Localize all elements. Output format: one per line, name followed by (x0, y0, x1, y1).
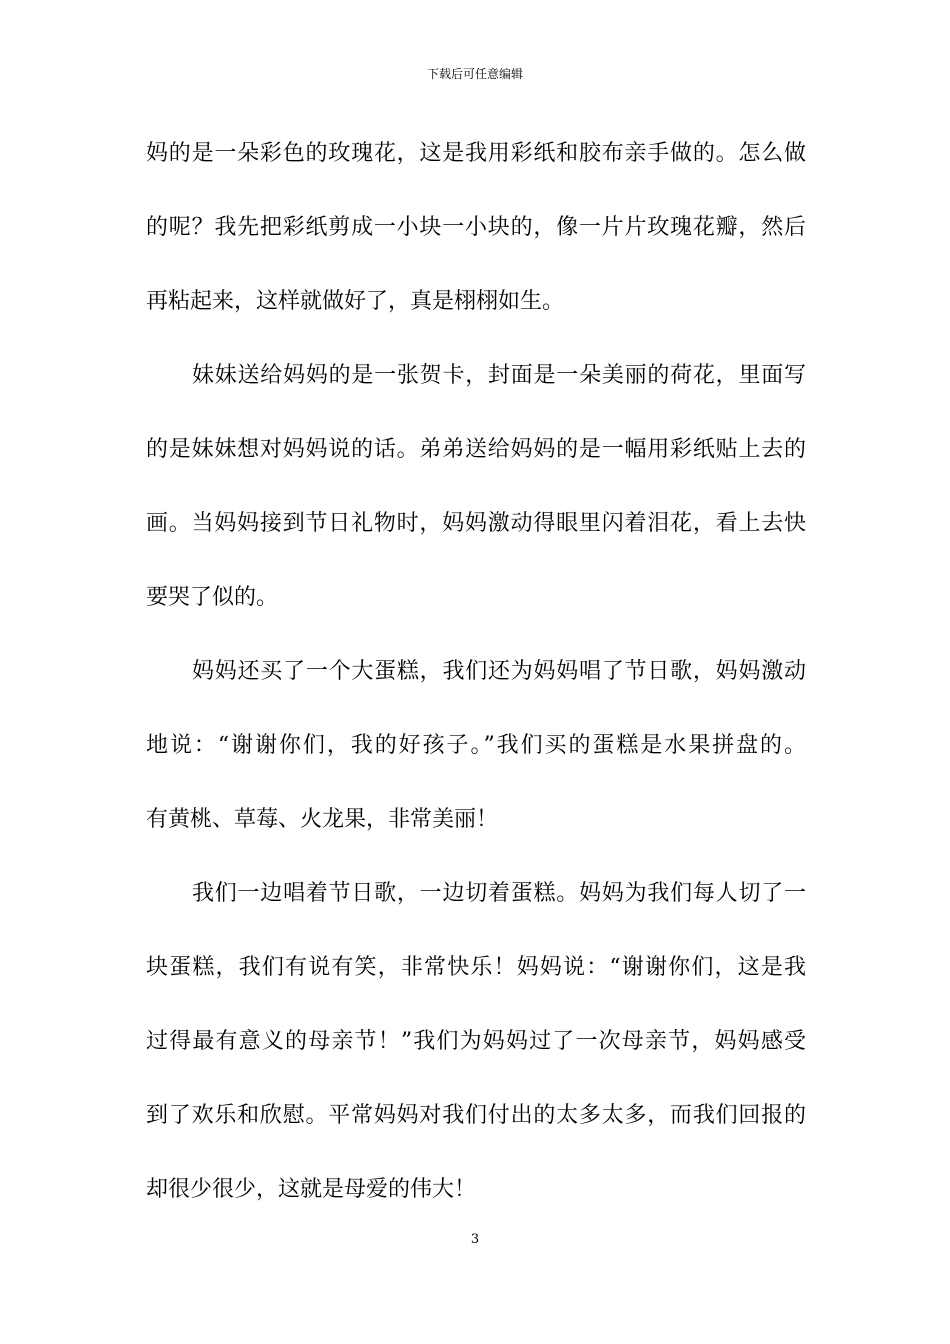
paragraph-2-line-2: 的是妹妹想对妈妈说的话。弟弟送给妈妈的是一幅用彩纸贴上去的 (146, 437, 806, 462)
page-number: 3 (470, 1232, 480, 1247)
paragraph-2-line-4: 要哭了似的。 (146, 585, 279, 610)
paragraph-4-line-2: 块蛋糕，我们有说有笑，非常快乐！妈妈说：“谢谢你们，这是我 (146, 955, 806, 980)
paragraph-2-line-3: 画。当妈妈接到节日礼物时，妈妈激动得眼里闪着泪花，看上去快 (146, 511, 806, 536)
paragraph-3-line-1: 妈妈还买了一个大蛋糕，我们还为妈妈唱了节日歌，妈妈激动 (192, 659, 806, 684)
page-header: 下载后可任意编辑 (426, 67, 523, 81)
paragraph-4-line-3: 过得最有意义的母亲节！”我们为妈妈过了一次母亲节，妈妈感受 (146, 1029, 806, 1054)
paragraph-1-line-2: 的呢？我先把彩纸剪成一小块一小块的，像一片片玫瑰花瓣，然后 (146, 215, 806, 240)
paragraph-3-line-3: 有黄桃、草莓、火龙果，非常美丽！ (146, 807, 499, 832)
paragraph-1-line-3: 再粘起来，这样就做好了，真是栩栩如生。 (146, 289, 565, 314)
paragraph-4-line-5: 却很少很少，这就是母爱的伟大！ (146, 1177, 477, 1202)
paragraph-3-line-2: 地说：“谢谢你们，我的好孩子。”我们买的蛋糕是水果拼盘的。 (146, 733, 806, 758)
paragraph-4-line-4: 到了欢乐和欣慰。平常妈妈对我们付出的太多太多，而我们回报的 (146, 1103, 806, 1128)
paragraph-4-line-1: 我们一边唱着节日歌，一边切着蛋糕。妈妈为我们每人切了一 (192, 881, 806, 906)
paragraph-1-line-1: 妈的是一朵彩色的玫瑰花，这是我用彩纸和胶布亲手做的。怎么做 (146, 141, 806, 166)
paragraph-2-line-1: 妹妹送给妈妈的是一张贺卡，封面是一朵美丽的荷花，里面写 (192, 363, 806, 388)
